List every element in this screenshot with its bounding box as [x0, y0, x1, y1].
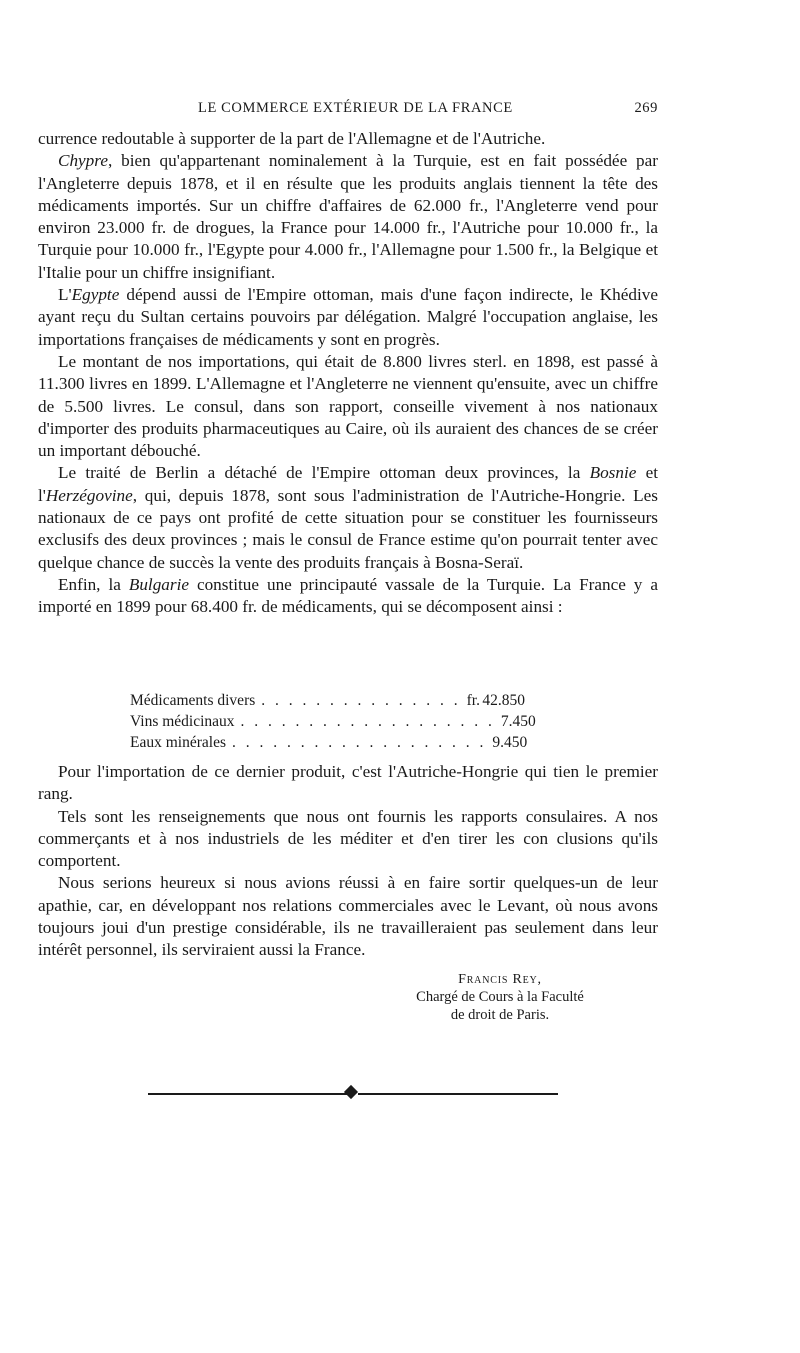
body-text	[38, 128, 658, 619]
running-title: LE COMMERCE EXTÉRIEUR DE LA FRANCE	[198, 100, 513, 116]
author-name: Francis Rey,	[458, 972, 542, 987]
leader-dots: . . . . . . . . . . . . . . .	[261, 692, 461, 709]
paragraph	[38, 150, 658, 284]
italic-term: Chypre	[58, 151, 108, 171]
table-row	[130, 732, 528, 753]
row-label: Vins médicinaux	[130, 713, 235, 730]
paragraph	[38, 462, 658, 573]
text-run: currence redoutable à supporter de la part de l'Allemagne et de l'Autriche.	[38, 129, 546, 148]
italic-term: Bosnie	[589, 463, 637, 483]
body-text-continued	[38, 761, 658, 962]
text-run: Le montant de nos importations, qui était de 8.800 livres sterl. en 1898, est passé à 11.300 livres en 1899. L'Allemagne et l'Angleterre ne viennent qu'ensuite, avec un chiffre de 5.500 livres. Le consul, dans son rapport, conseille vivement à nos nationaux d'importer des produits pharmaceutiques au Caire, où ils auraient des chances de se créer un important débouché.	[38, 351, 658, 461]
table-row	[130, 690, 525, 711]
table-row	[130, 711, 536, 732]
text-run: L'	[58, 285, 72, 305]
text-run: Le traité de Berlin a détaché de l'Empire ottoman deux provinces, la	[58, 463, 590, 483]
author-role-line1: Chargé de Cours à la Faculté	[416, 989, 584, 1005]
text-run: , qui, depuis 1878, sont sous l'administration de l'Autriche-Hongrie. Les nationaux de ce pays ont profité de cette situation pour se constituer les fournisseurs exclusifs des deux provinces ; mais le consul de France estime qu'on pourrait tenter avec quelque chance de succès la vente des produits français à Bosna-Seraï.	[38, 485, 658, 572]
end-rule-left	[148, 1093, 348, 1095]
author-role-line2: de droit de Paris.	[450, 1007, 550, 1023]
text-run: et l'	[38, 463, 659, 505]
paragraph	[38, 128, 658, 150]
paragraph: Pour l'importation de ce dernier produit, c'est l'Autriche-Hongrie qui tien le premier rang.	[38, 762, 658, 804]
text-run: Enfin, la	[58, 574, 129, 594]
italic-term: Egypte	[71, 285, 120, 305]
italic-term: Bulgarie	[128, 574, 189, 594]
page-number: 269	[634, 100, 658, 116]
row-amount: 7.450	[500, 713, 536, 730]
leader-dots: . . . . . . . . . . . . . . . . . . .	[231, 734, 487, 751]
signature-block	[370, 972, 630, 1024]
text-run: constitue une principauté vassale de la Turquie. La France y a importé en 1899 pour 68.400 fr. de médicaments, qui se décomposent ainsi :	[38, 574, 658, 617]
end-rule-right	[358, 1093, 558, 1095]
text-run: , bien qu'appartenant nominalement à la Turquie, est en fait possédée par l'Angleterre depuis 1878, et il en résulte que les produits anglais tiennent la tête des médicaments importés. Sur un chiffre d'affaires de 62.000 fr., l'Angleterre vend pour environ 23.000 fr. de drogues, la France pour 14.000 fr., l'Autriche pour 10.000 fr., la Turquie pour 10.000 fr., l'Egypte pour 4.000 fr., l'Allemagne pour 1.500 fr., la Belgique et l'Italie pour un chiffre insignifiant.	[38, 151, 658, 282]
running-header	[38, 100, 658, 122]
row-label: Médicaments divers	[130, 692, 256, 709]
row-amount: 42.850	[482, 692, 525, 709]
row-label: Eaux minérales	[130, 734, 226, 751]
paragraph	[38, 351, 658, 462]
italic-term: Herzégovine	[45, 485, 133, 505]
row-amount: 9.450	[492, 734, 528, 751]
paragraph: Nous serions heureux si nous avions réussi à en faire sortir quelques-un de leur apathie, car, en développant nos relations commerciales avec le Levant, où nous avons toujours joui d'un prestige considérable, ils ne travailleraient pas seulement dans leur intérêt personnel, ils serviraient aussi la France.	[38, 873, 658, 960]
text-run: dépend aussi de l'Empire ottoman, mais d'une façon indirecte, le Khédive ayant reçu du Sultan certains pouvoirs par délégation. Malgré l'occupation anglaise, les importations françaises de médicaments y sont en progrès.	[38, 285, 658, 349]
import-table	[130, 690, 536, 753]
leader-dots: . . . . . . . . . . . . . . . . . . .	[240, 713, 495, 730]
paragraph: Tels sont les renseignements que nous ont fournis les rapports consulaires. A nos commerçants et à nos industriels de les méditer et d'en tirer les con clusions qu'ils comportent.	[38, 806, 658, 871]
paragraph	[38, 574, 658, 619]
end-ornament-diamond-icon	[344, 1085, 358, 1099]
paragraph	[38, 284, 658, 351]
currency-label: fr.	[466, 692, 480, 709]
